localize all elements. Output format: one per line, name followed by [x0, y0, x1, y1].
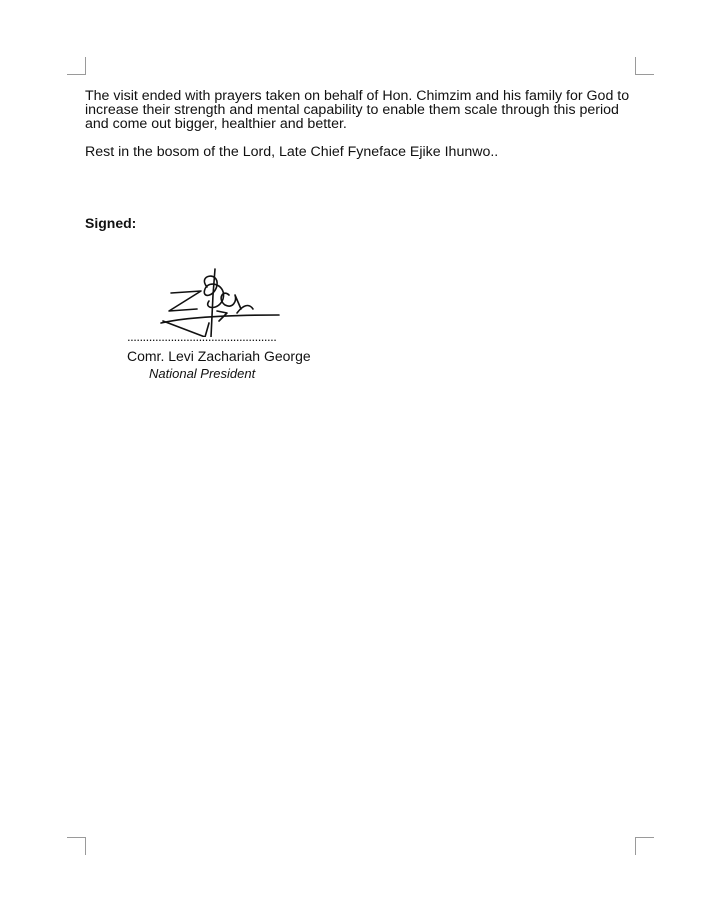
signer-name: Comr. Levi Zachariah George: [127, 348, 311, 364]
closing-paragraph: The visit ended with prayers taken on behalf of Hon. Chimzim and his family for God to increase their strength and mental capability to enable them scale through this period and come out bigger, healthier and better.: [85, 88, 630, 132]
crop-mark-bottom-right: [635, 837, 654, 855]
handwritten-signature: [157, 265, 282, 337]
signature-block: [127, 262, 327, 382]
crop-mark-top-right: [635, 57, 654, 75]
signer-title: National President: [149, 366, 256, 381]
crop-mark-top-left: [67, 57, 86, 75]
crop-mark-bottom-left: [67, 837, 86, 855]
condolence-paragraph: Rest in the bosom of the Lord, Late Chief Fyneface Ejike Ihunwo..: [85, 144, 499, 160]
signed-label: Signed:: [85, 215, 137, 231]
signature-line: ................................................: [127, 329, 277, 344]
